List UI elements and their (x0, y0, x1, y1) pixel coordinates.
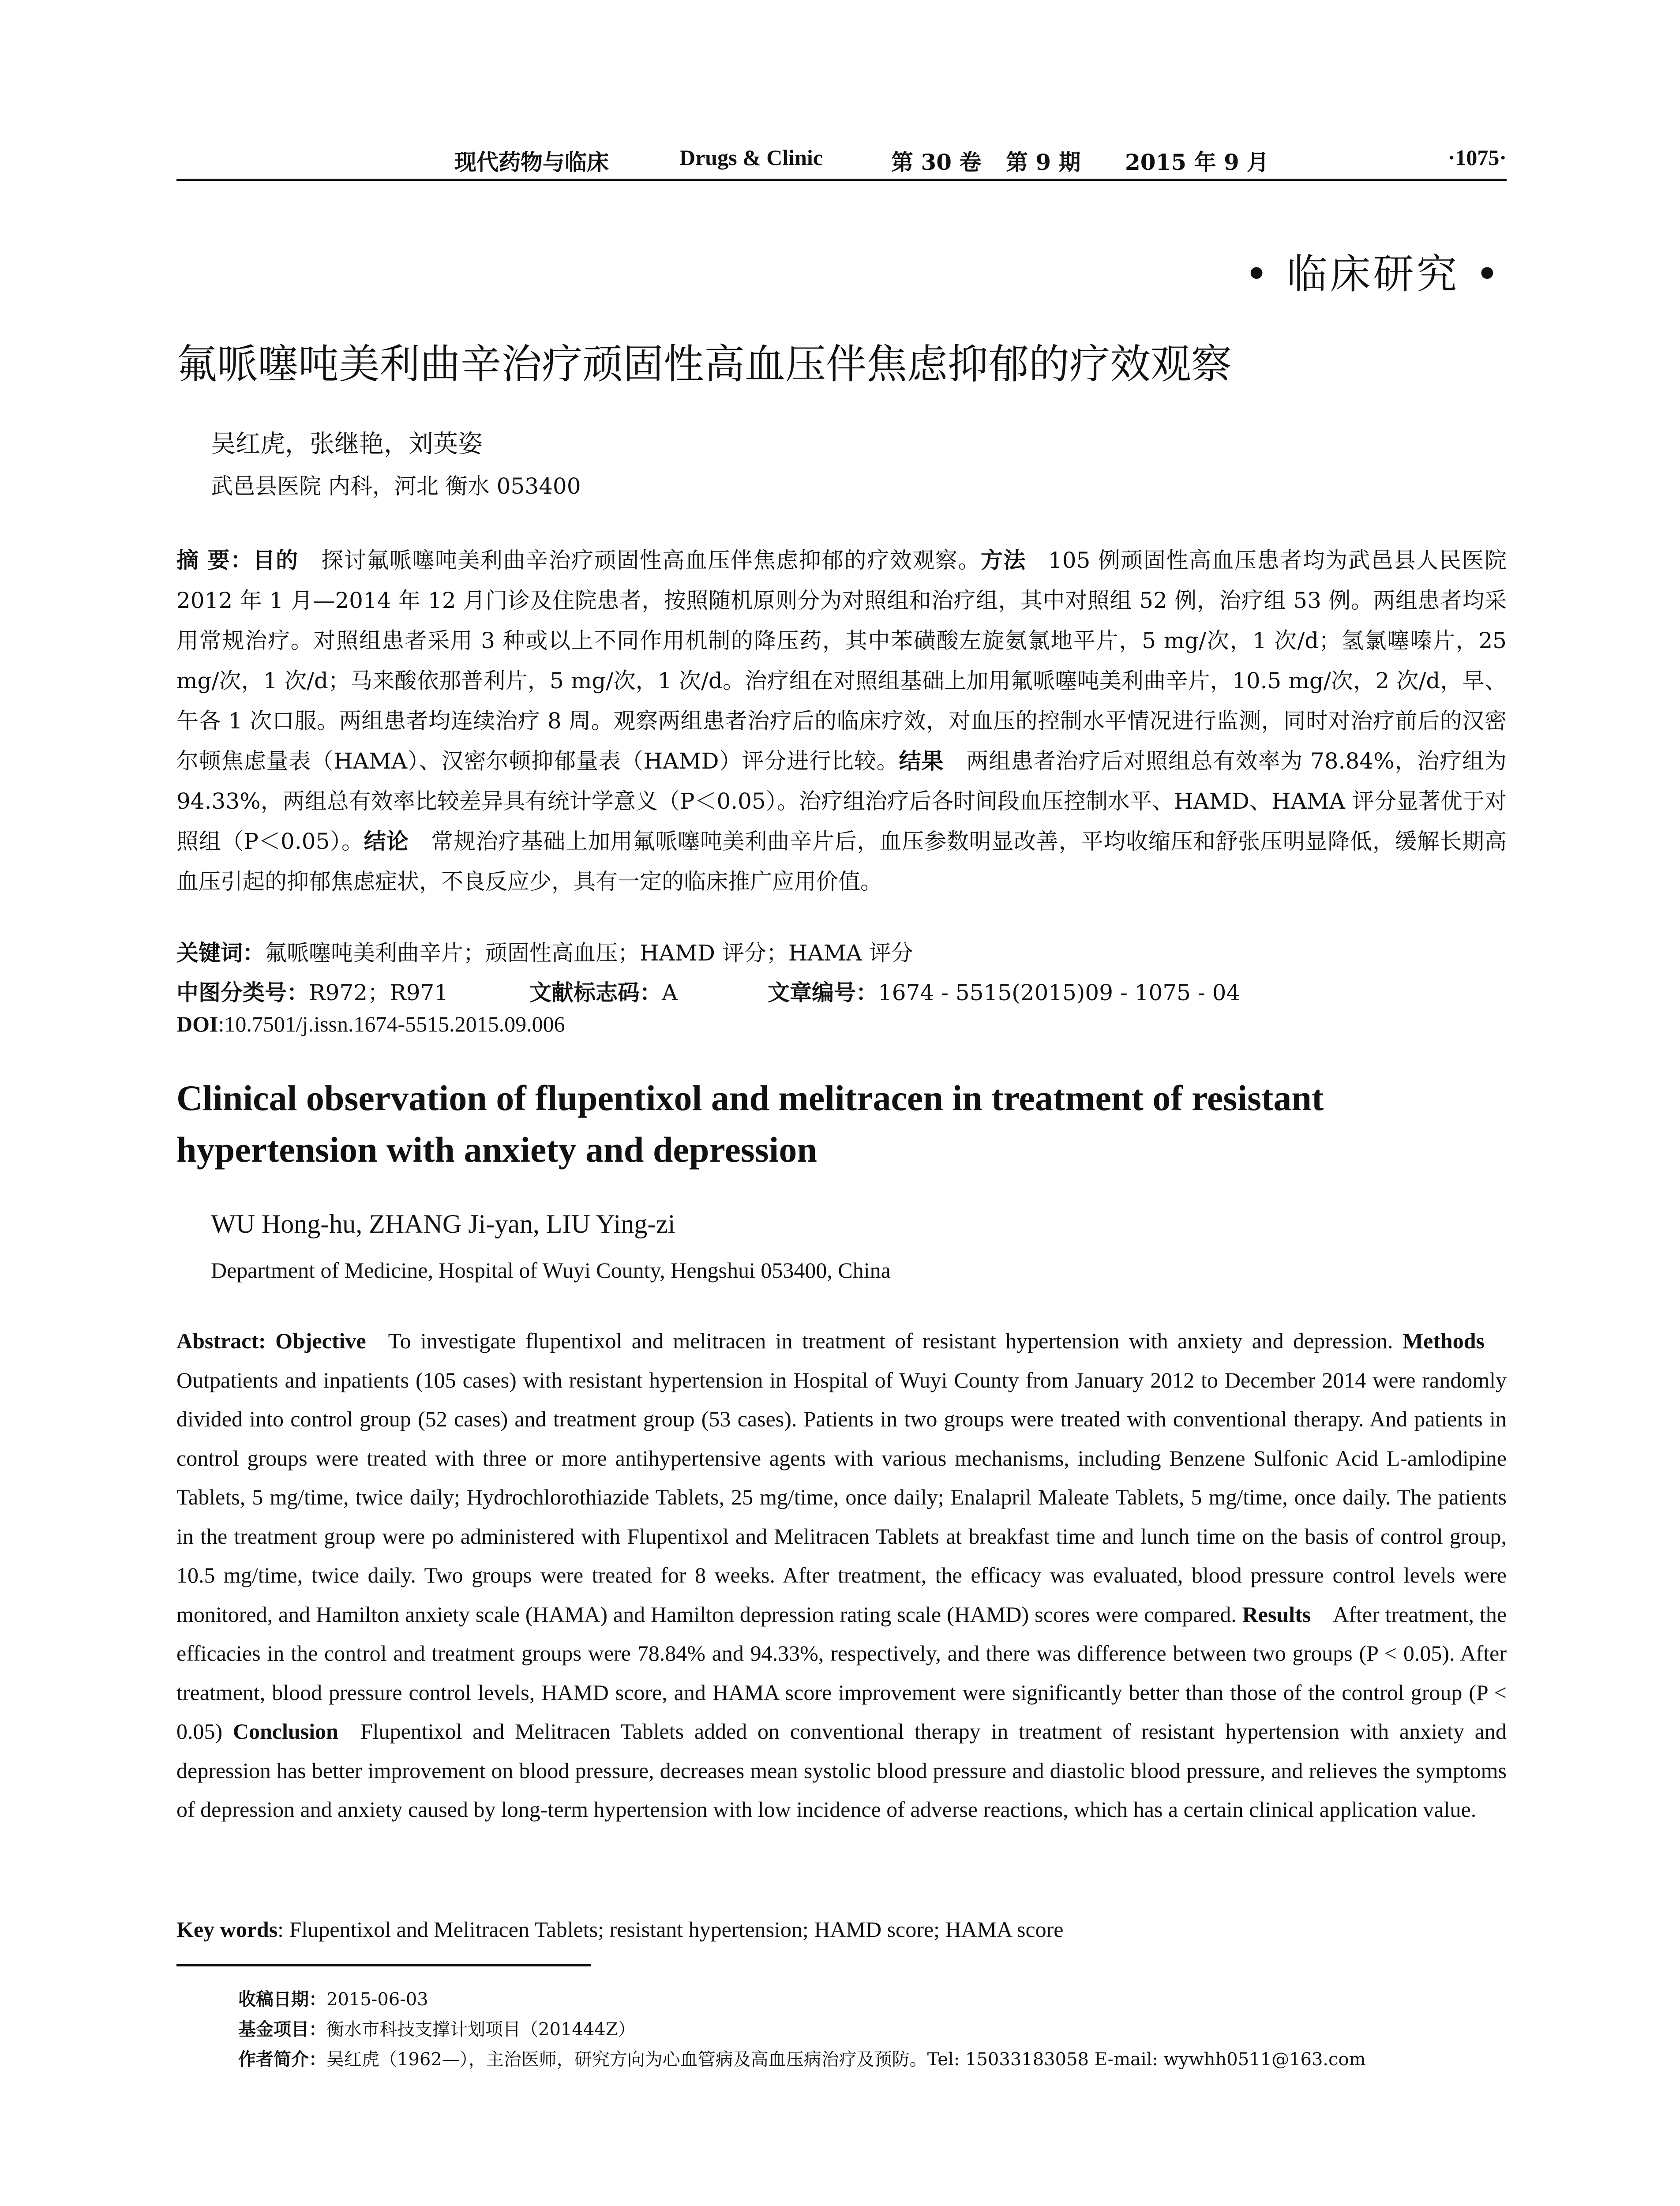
journal-name-en: Drugs & Clinic (679, 145, 823, 170)
journal-name-cn: 现代药物与临床 (454, 149, 609, 175)
keywords-label-cn: 关键词： (176, 940, 265, 966)
authors-cn: 吴红虎，张继艳，刘英姿 (211, 430, 483, 458)
section-label: • 临床研究 • (1244, 251, 1502, 298)
doc-code-value: A (662, 980, 678, 1005)
results-label-en: Results (1242, 1602, 1311, 1627)
received-date: 2015-06-03 (326, 1989, 428, 2010)
footnote-rule (176, 1964, 591, 1966)
clc-label: 中图分类号： (176, 980, 309, 1005)
author-bio-label: 作者简介： (238, 2049, 326, 2070)
affiliation-cn: 武邑县医院 内科，河北 衡水 053400 (211, 473, 581, 499)
conclusion-en: Flupentixol and Melitracen Tablets added on conventional therapy in treatment of resistant hypertension with anxiety and depression has better improvement on blood pressure, decreases mean systolic blood pressure and diastolic blood pressure, and relieves the symptoms of depression and anxiety caused by long-term hypertension with low incidence of adverse reactions, which has a certain clinical application value. (176, 1719, 1507, 1822)
authors-en: WU Hong-hu, ZHANG Ji-yan, LIU Ying-zi (211, 1209, 675, 1238)
methods-label-cn: 方法 (980, 548, 1026, 573)
article-title-cn: 氟哌噻吨美利曲辛治疗顽固性高血压伴焦虑抑郁的疗效观察 (176, 341, 1232, 388)
doi-value: :10.7501/j.issn.1674-5515.2015.09.006 (218, 1012, 565, 1036)
running-head-rule (176, 179, 1507, 181)
running-head (176, 140, 1507, 176)
objective-label-en: Objective (275, 1328, 366, 1353)
fund-value: 衡水市科技支撑计划项目（201444Z） (326, 2019, 636, 2040)
keywords-en (176, 1910, 1507, 1950)
fund-label: 基金项目： (238, 2019, 326, 2040)
abstract-label-cn: 摘 要： (176, 548, 253, 573)
classification-line (176, 975, 1241, 1007)
footnote-received (238, 1985, 428, 2011)
methods-cn: 105 例顽固性高血压患者均为武邑县人民医院 2012 年 1 月—2014 年 12 月门诊及住院患者，按照随机原则分为对照组和治疗组，其中对照组 52 例，治疗组 53 例。两组患者均采用常规治疗。对照组患者采用 3 种或以上不同作用机制的降压药，其中苯磺酸左旋氨氯地平片，5 mg/次，1 次/d；氢氯噻嗪片，25 mg/次，1 次/d；马来酸依那普利片，5 mg/次，1 次/d。治疗组在对照组基础上加用氟哌噻吨美利曲辛片，10.5 mg/次，2 次/d，早、午各 1 次口服。两组患者均连续治疗 8 周。观察两组患者治疗后的临床疗效，对血压的控制水平情况进行监测，同时对治疗前后的汉密尔顿焦虑量表（HAMA）、汉密尔顿抑郁量表（HAMD）评分进行比较。 (176, 548, 1507, 774)
keywords-label-en: Key words (176, 1917, 278, 1942)
keywords-cn (176, 935, 913, 967)
author-bio-value: 吴红虎（1962—），主治医师，研究方向为心血管病及高血压病治疗及预防。Tel: 15033183058 E-mail: wywhh0511@163.com (326, 2049, 1366, 2070)
abstract-label-en: Abstract: (176, 1328, 266, 1353)
article-title-en: Clinical observation of flupentixol and melitracen in treatment of resistant hypertension with anxiety and depression (176, 1078, 1324, 1170)
doi-label: DOI (176, 1012, 218, 1036)
doc-code-label: 文献标志码： (529, 980, 662, 1005)
results-label-cn: 结果 (899, 748, 944, 774)
objective-label-cn: 目的 (253, 548, 299, 573)
footnote-author (238, 2045, 1366, 2071)
objective-cn: 探讨氟哌噻吨美利曲辛治疗顽固性高血压伴焦虑抑郁的疗效观察。 (320, 548, 981, 573)
doi-line (176, 1011, 565, 1037)
volume: 第 30 卷 (891, 149, 982, 175)
affiliation-en: Department of Medicine, Hospital of Wuyi County, Hengshui 053400, China (211, 1258, 891, 1283)
methods-label-en: Methods (1402, 1328, 1485, 1353)
footnote-fund (238, 2015, 636, 2041)
abstract-en (176, 1321, 1507, 1829)
objective-en: To investigate flupentixol and melitracen in treatment of resistant hypertension with anxiety and depression. (388, 1328, 1393, 1353)
article-no-value: 1674 - 5515(2015)09 - 1075 - 04 (878, 980, 1241, 1005)
results-cn: 两组患者治疗后对照组总有效率为 78.84%，治疗组为 94.33%，两组总有效率比较差异具有统计学意义（P＜0.05）。治疗组治疗后各时间段血压控制水平、HAMD、HAMA 评分显著优于对照组（P＜0.05）。 (176, 748, 1507, 854)
keywords-value-en: : Flupentixol and Melitracen Tablets; resistant hypertension; HAMD score; HAMA score (278, 1917, 1064, 1942)
article-no-label: 文章编号： (768, 980, 878, 1005)
received-label: 收稿日期： (238, 1989, 326, 2010)
conclusion-label-cn: 结论 (364, 829, 409, 854)
issue-date: 2015 年 9 月 (1125, 149, 1269, 175)
methods-en: Outpatients and inpatients (105 cases) with resistant hypertension in Hospital of Wuyi County from January 2012 to December 2014 were randomly divided into control group (52 cases) and treatment group (53 cases). Patients in two groups were treated with conventional therapy. And patients in control groups were treated with three or more antihypertensive agents with various mechanisms, including Benzene Sulfonic Acid L-amlodipine Tablets, 5 mg/time, twice daily; Hydrochlorothiazide Tablets, 25 mg/time, once daily; Enalapril Maleate Tablets, 5 mg/time, once daily. The patients in the treatment group were po administered with Flupentixol and Melitracen Tablets at breakfast time and lunch time on the basis of control group, 10.5 mg/time, twice daily. Two groups were treated for 8 weeks. After treatment, the efficacy was evaluated, blood pressure control levels were monitored, and Hamilton anxiety scale (HAMA) and Hamilton depression rating scale (HAMD) scores were compared. (176, 1367, 1507, 1627)
abstract-cn (176, 540, 1507, 902)
conclusion-cn: 常规治疗基础上加用氟哌噻吨美利曲辛片后，血压参数明显改善，平均收缩压和舒张压明显降低，缓解长期高血压引起的抑郁焦虑症状，不良反应少，具有一定的临床推广应用价值。 (176, 829, 1507, 894)
page-number: ·1075· (1448, 145, 1507, 170)
results-en: After treatment, the efficacies in the control and treatment groups were 78.84% and 94.33%, respectively, and there was difference between two groups (P < 0.05). After treatment, blood pressure control levels, HAMD score, and HAMA score improvement were significantly better than those of the control group (P < 0.05) (176, 1602, 1507, 1744)
conclusion-label-en: Conclusion (232, 1719, 338, 1744)
keywords-value-cn: 氟哌噻吨美利曲辛片；顽固性高血压；HAMD 评分；HAMA 评分 (265, 940, 913, 966)
clc-value: R972；R971 (309, 980, 449, 1005)
issue: 第 9 期 (1006, 149, 1081, 175)
